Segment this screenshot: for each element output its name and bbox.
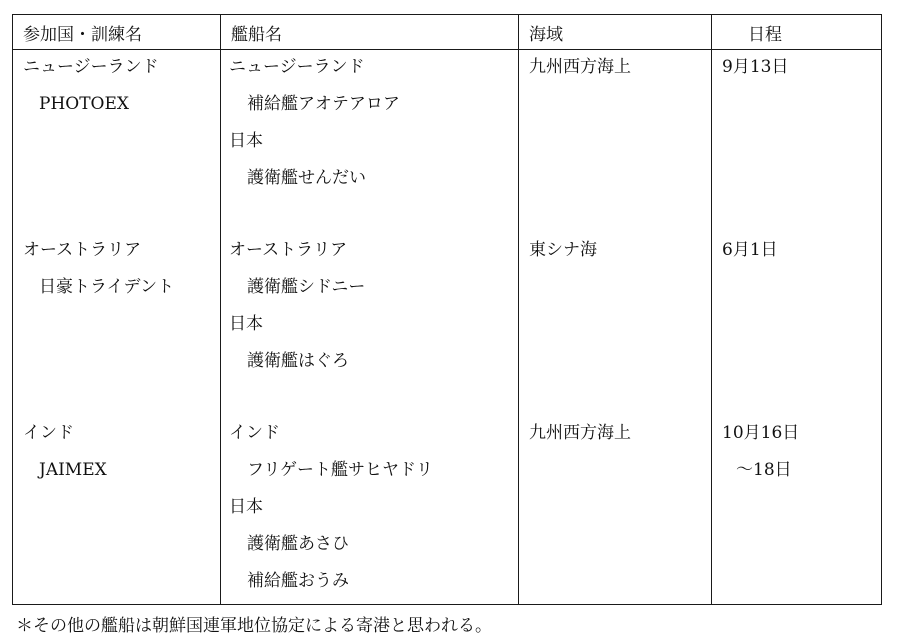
header-vessels: 艦船名 — [221, 15, 519, 50]
sea-area: 東シナ海 — [529, 240, 597, 260]
table-body-row — [13, 50, 882, 605]
exercise-name: 日豪トライデント — [39, 277, 175, 297]
area-column — [519, 50, 712, 605]
vessel-country: 日本 — [229, 497, 263, 517]
participant-column — [13, 50, 221, 605]
vessels-column — [221, 50, 519, 605]
vessel-country: 日本 — [229, 314, 263, 334]
vessel-name: 護衛艦シドニー — [247, 277, 366, 297]
header-area: 海域 — [519, 15, 712, 50]
vessel-country: インド — [229, 423, 280, 443]
schedule-date: 10月16日 — [722, 423, 800, 443]
schedule-date: 6月1日 — [722, 240, 778, 260]
vessel-name: 護衛艦せんだい — [247, 168, 366, 188]
vessel-name: 護衛艦あさひ — [247, 534, 349, 554]
vessel-name: 補給艦おうみ — [247, 571, 349, 591]
sea-area: 九州西方海上 — [529, 423, 631, 443]
sea-area: 九州西方海上 — [529, 57, 631, 77]
schedule-date-end: ～18日 — [736, 460, 792, 480]
table-header-row — [13, 15, 882, 50]
schedule-date: 9月13日 — [722, 57, 789, 77]
exercise-table — [12, 14, 882, 605]
header-participant: 参加国・訓練名 — [13, 15, 221, 50]
vessel-country: 日本 — [229, 131, 263, 151]
participant-country: オーストラリア — [23, 240, 142, 260]
header-schedule: 日程 — [712, 15, 882, 50]
participant-country: ニュージーランド — [23, 57, 159, 77]
vessel-name: 護衛艦はぐろ — [247, 351, 349, 371]
vessel-country: ニュージーランド — [229, 57, 365, 77]
exercise-name: JAIMEX — [39, 460, 107, 480]
schedule-column — [712, 50, 882, 605]
footnote: ＊その他の艦船は朝鮮国連軍地位協定による寄港と思われる。 — [16, 616, 492, 636]
vessel-name: 補給艦アオテアロア — [247, 94, 400, 114]
vessel-country: オーストラリア — [229, 240, 348, 260]
exercise-name: PHOTOEX — [39, 94, 129, 114]
vessel-name: フリゲート艦サヒヤドリ — [247, 460, 433, 480]
participant-country: インド — [23, 423, 74, 443]
